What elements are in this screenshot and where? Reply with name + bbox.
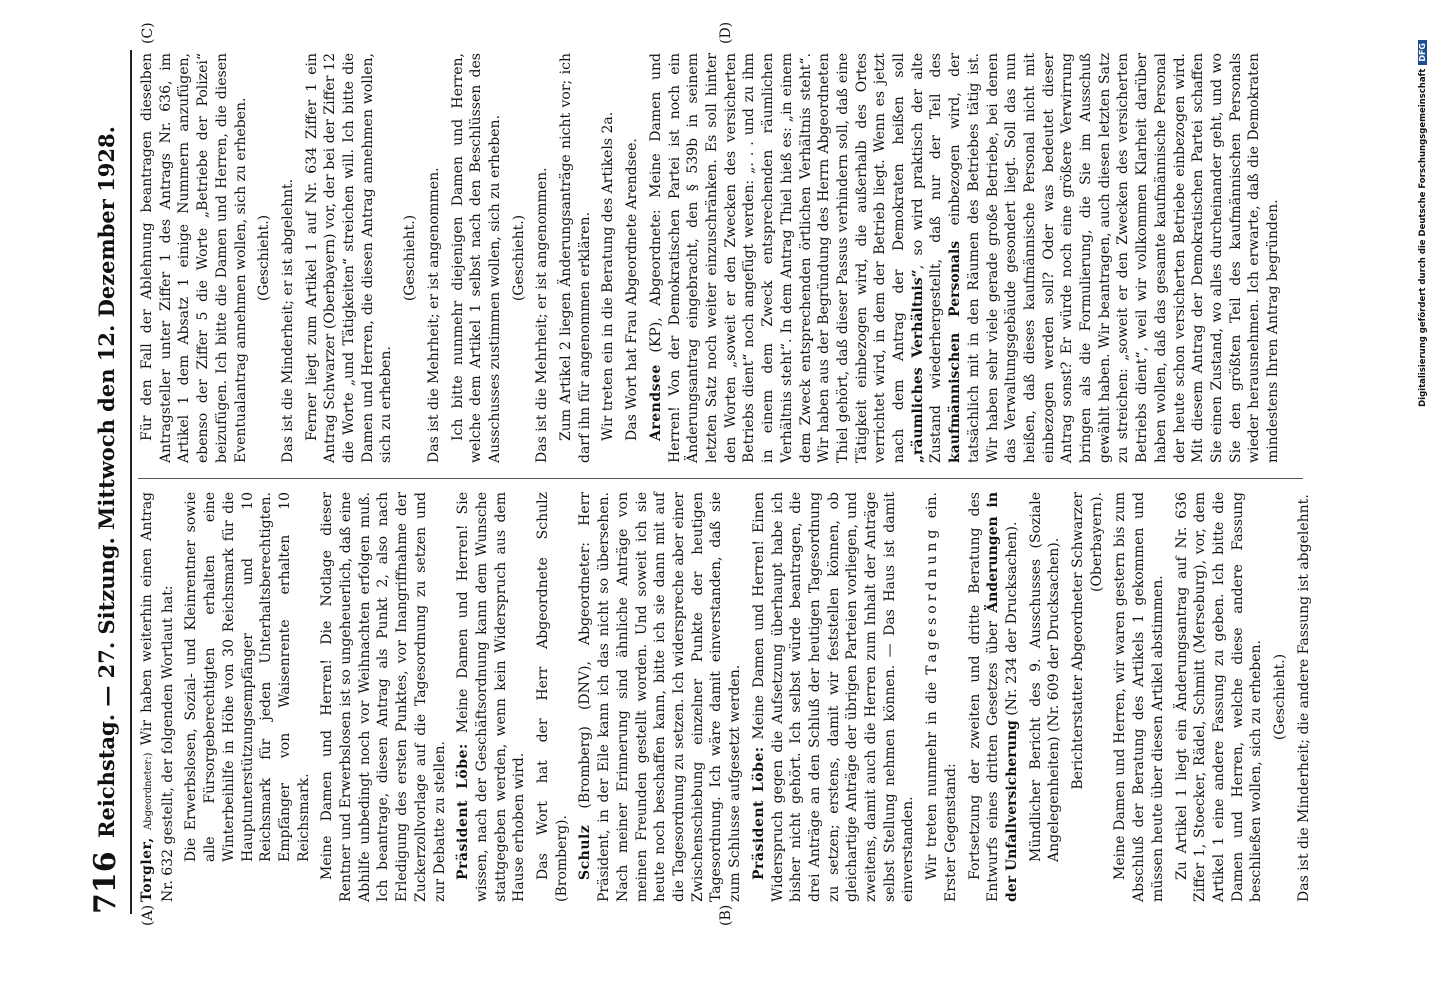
left-column [138, 492, 1318, 902]
quoted-motion: Die Erwerbslosen, Sozial- und Kleinrentner sowie alle Fürsorgeberechtigten erhalten eine Winterbeihilfe in Höhe von 30 Reichsmark für die Hauptunterstützungsempfänger und 10 Reichsmark für jeden Unterhaltsberechtigten. Empfänger von Waisenrente erhalten 10 Reichsmark. [183, 492, 312, 862]
paragraph: Zu Artikel 1 liegt ein Änderungsantrag auf Nr. 636 Ziffer 1, Stoecker, Rädel, Schmitt (Merseburg), vor, dem Artikel 1 eine andere Fassung zu geben. Ich bitte die Damen und Herren, welche diese andere Fassung beschließen wollen, sich zu erheben. [1173, 492, 1265, 902]
speaker-name: Arendsee [647, 364, 664, 441]
speaker-name: Präsident Löbe: [455, 743, 472, 880]
margin-mark-a: (A) [140, 904, 156, 926]
paragraph: Wir treten ein in die Beratung des Artikels 2a. [600, 111, 617, 441]
emphasis: kaufmännischen Personals [947, 240, 964, 463]
rapporteur: Berichterstatter Abgeordneter Schwarzer (Oberbayern). [1070, 492, 1105, 790]
stage-direction: (Geschieht.) [1272, 653, 1289, 741]
paragraph: Zum Artikel 2 liegen Änderungsanträge nicht vor; ich darf ihn für angenommen erklären. [558, 53, 593, 463]
stage-direction: (Geschieht.) [402, 214, 419, 302]
paragraph: Torgler, Abgeordneter:) Wir haben weiterhin einen Antrag Nr. 632 gestellt, der folgenden Wortlaut hat: [139, 491, 176, 902]
page-number: 716 [88, 851, 123, 914]
paragraph: Arendsee (KP), Abgeordnete: Meine Damen und Herren! Von der Demokratischen Partei ist noch ein Änderungsantrag eingebracht, den § 539b in seinem letzten Satz noch weiter einzuschränken. Es soll hinter den Worten „soweit er den Zwecken des versicherten Betriebs dient“ noch angefügt werden: „. . . und zu ihm in einem dem Zweck entsprechenden räumlichen Verhältnis steht“. In dem Antrag Thiel hieß es: „in einem dem Zweck entsprechenden örtlichen Verhältnis steht“. Wir haben aus der Begründung des Herrn Abgeordneten Thiel gehört, daß dieser Passus verhindern soll, daß eine Tätigkeit einbezogen wird, die außerhalb des Ortes verrichtet wird, in dem der Betrieb liegt. Wenn es jetzt nach dem Antrag der Demokraten heißen soll „räumliches Verhältnis“, so wird praktisch der alte Zustand wiederhergestellt, daß nur der Teil des kaufmännischen Personals einbezogen wird, der tatsächlich mit in den Räumen des Betriebes tätig ist. Wir haben sehr viele gerade große Betriebe, bei denen das Verwaltungsgebäude gesondert liegt. Soll das nun heißen, daß dieses kaufmännische Personal nicht mit einbezogen werden soll? Oder was bedeutet dieser Antrag sonst? Er würde noch eine größere Verwirrung bringen als die Formulierung, die Sie im Ausschuß gewählt haben. Wir beantragen, auch diesen letzten Satz zu streichen: „soweit er den Zwecken des versicherten Betriebs dient“, weil wir vollkommen Klarheit darüber haben wollen, daß das gesamte kaufmännische Personal der heute schon versicherten Betriebe einbezogen wird. Mit diesem Antrag der Demokratischen Partei schaffen Sie einen Zustand, wo alles durcheinander geht, und wo Sie den größten Teil des kaufmännischen Personals wieder herausnehmen. Ich erwarte, daß die Demokraten mindestens Ihren Antrag begründen. [647, 52, 1282, 463]
committee-report: Mündlicher Bericht des 9. Ausschusses (Soziale Angelegenheiten) (Nr. 609 der Drucksachen). [1027, 492, 1063, 862]
running-title: Reichstag. — 27. Sitzung. Mittwoch den 12. Dezember 1928. [94, 126, 119, 838]
paragraph: Ferner liegt zum Artikel 1 auf Nr. 634 Ziffer 1 ein Antrag Schwarzer (Oberbayern) vor, der bei der Ziffer 12 die Worte „und Tätigkeiten“ streichen will. Ich bitte die Damen und Herren, die diesen Antrag annehmen wollen, sich zu erheben. [303, 53, 395, 463]
column-divider [138, 478, 1303, 479]
paragraph: Meine Damen und Herren! Die Notlage dieser Rentner und Erwerbslosen ist so ungeheuerlich, daß eine Abhilfe unbedingt noch vor Weihnachten erfolgen muß. Ich beantrage, diesen Antrag als Punkt 2, also nach Erledigung des ersten Punktes, vor Inangriffnahme der Zuckerzollvorlage auf die Tagesordnung zu setzen und zur Debatte zu stellen. [319, 492, 448, 902]
digitization-credit: Digitalisierung gefördert durch die Deutsche ForschungsgemeinschaftDFG [1418, 40, 1428, 600]
paragraph: Das ist die Minderheit; die andere Fassung ist abgelehnt. [1295, 494, 1312, 902]
speaker-name: Schulz [577, 824, 594, 880]
speaker-name: Präsident Löbe: [750, 746, 767, 880]
margin-mark-c: (C) [140, 22, 156, 44]
paragraph: Das ist die Mehrheit; er ist angenommen. [425, 167, 442, 463]
speaker-affiliation: Abgeordneter:) [143, 752, 154, 831]
agenda-item: Fortsetzung der zweiten und dritte Beratung des Entwurfs eines dritten Gesetzes über Änderungen in der Unfallversicherung (Nr. 234 der Drucksachen). [966, 492, 1020, 902]
speaker-name: Torgler, [139, 837, 155, 902]
header-rule [130, 50, 132, 914]
right-column [138, 53, 1288, 463]
paragraph: Das ist die Mehrheit; er ist angenommen. [534, 167, 551, 463]
agenda-word: Tagesordnung [924, 525, 941, 675]
bill-title: Änderungen in der Unfallversicherung [985, 492, 1020, 902]
margin-mark-d: (D) [718, 21, 734, 44]
paragraph: Das ist die Minderheit; er ist abgelehnt. [279, 178, 296, 463]
stage-direction: (Geschieht.) [510, 214, 527, 302]
dfg-logo: DFG [1418, 40, 1427, 65]
paragraph: Das Wort hat Frau Abgeordnete Arendsee. [624, 138, 641, 441]
paragraph: Präsident Löbe: Meine Damen und Herren! Sie wissen, nach der Geschäftsordnung kann dem Wunsche stattgegeben werden, wenn kein Widerspruch aus dem Hause erhoben wird. [455, 492, 528, 902]
paragraph: Wir treten nunmehr in die Tagesordnung ein. Erster Gegenstand: [924, 492, 959, 902]
emphasis: „räumliches Verhältnis“ [909, 269, 926, 463]
paragraph: Schulz (Bromberg) (DNV), Abgeordneter: Herr Präsident, in der Eile kann ich das nicht so übersehen. Nach meiner Erinnerung sind ähnliche Anträge von meinen Freunden gestellt worden. Und soweit ich sie heute noch beschaffen kann, bitte ich sie dann mit auf die Tagesordnung zu setzen. Ich widerspreche aber einer Zwischenschiebung einzelner Punkte der heutigen Tagesordnung. Ich wäre damit einverstanden, daß sie zum Schlusse aufgesetzt werden. [577, 492, 744, 902]
margin-mark-b: (B) [718, 904, 734, 926]
page-header [88, 50, 128, 914]
stage-direction: (Geschieht.) [256, 214, 273, 302]
paragraph: Meine Damen und Herren, wir waren gestern bis zum Abschluß der Beratung des Artikels 1 gekommen und müssen heute über diesen Artikel abstimmen. [1112, 492, 1166, 902]
paragraph: Ich bitte nunmehr diejenigen Damen und Herren, welche dem Artikel 1 selbst nach den Beschlüssen des Ausschusses zustimmen wollen, sich zu erheben. [449, 53, 503, 463]
paragraph: Präsident Löbe: Meine Damen und Herren! Einen Widerspruch gegen die Aufsetzung überhaupt habe ich bisher nicht gehört. Ich selbst würde beantragen, die drei Anträge an den Schluß der heutigen Tagesordnung zu setzen; erstens, damit wir feststellen können, ob gleichartige Anträge der übrigen Parteien vorliegen, und zweitens, damit auch die Herren zum Inhalt der Anträge selbst Stellung nehmen können. — Das Haus ist damit einverstanden. [750, 491, 917, 902]
paragraph: Das Wort hat der Herr Abgeordnete Schulz (Bromberg). [535, 492, 570, 902]
paragraph: Für den Fall der Ablehnung beantragen dieselben Antragsteller unter Ziffer 1 des Antrags Nr. 636, im Artikel 1 dem Absatz 1 einige Nummern anzufügen, ebenso der Ziffer 5 die Worte „Betriebe der Polizei“ beizufügen. Ich bitte die Damen und Herren, die diesen Eventualantrag annehmen wollen, sich zu erheben. [139, 53, 249, 463]
